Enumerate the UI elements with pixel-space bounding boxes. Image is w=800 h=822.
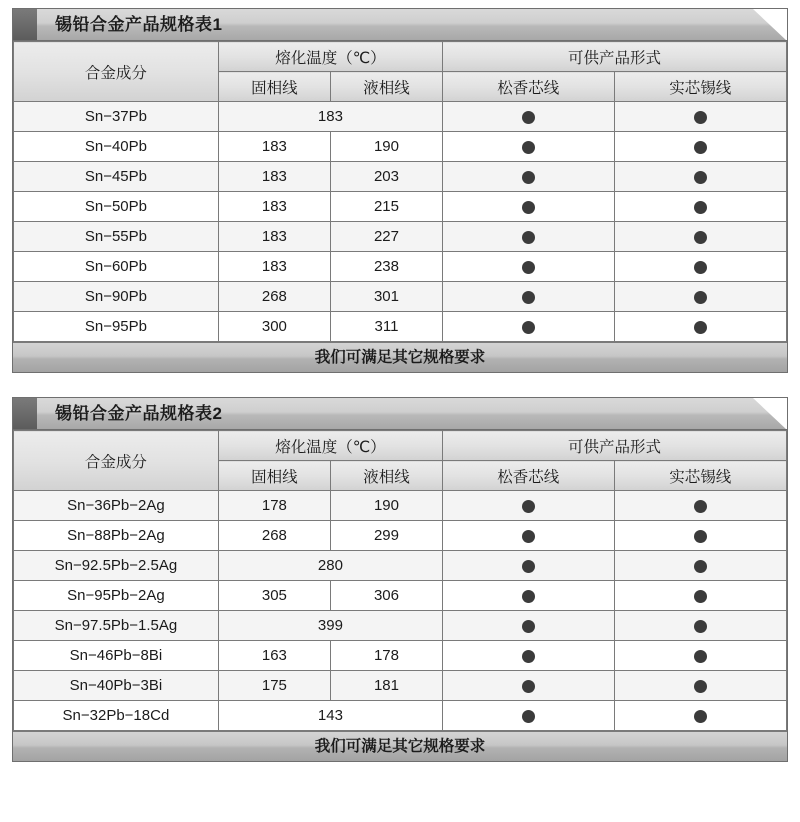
cell-solidus: 175 <box>218 671 330 701</box>
cell-liquidus: 238 <box>330 252 442 282</box>
cell-liquidus: 306 <box>330 581 442 611</box>
cell-liquidus: 181 <box>330 671 442 701</box>
table-row <box>14 162 787 192</box>
header-forms: 可供产品形式 <box>443 431 787 461</box>
cell-melting-temp: 143 <box>218 701 442 731</box>
cell-solid-available <box>614 222 786 252</box>
cell-solid-available <box>614 551 786 581</box>
table-1-footer: 我们可满足其它规格要求 <box>13 342 787 372</box>
table-row <box>14 282 787 312</box>
spec-table-2 <box>12 397 788 762</box>
cell-rosin-available <box>443 312 615 342</box>
table-1-header-row-1 <box>14 42 787 72</box>
table-row <box>14 102 787 132</box>
cell-rosin-available <box>443 701 615 731</box>
cell-solidus: 305 <box>218 581 330 611</box>
availability-dot-icon <box>694 560 707 573</box>
title-accent-tab <box>13 398 37 430</box>
cell-alloy: Sn−37Pb <box>14 102 219 132</box>
cell-rosin-available <box>443 132 615 162</box>
cell-rosin-available <box>443 222 615 252</box>
availability-dot-icon <box>694 291 707 304</box>
table-row <box>14 581 787 611</box>
table-row <box>14 521 787 551</box>
availability-dot-icon <box>522 590 535 603</box>
cell-alloy: Sn−46Pb−8Bi <box>14 641 219 671</box>
header-alloy: 合金成分 <box>14 42 219 102</box>
availability-dot-icon <box>522 710 535 723</box>
cell-alloy: Sn−32Pb−18Cd <box>14 701 219 731</box>
availability-dot-icon <box>694 261 707 274</box>
cell-alloy: Sn−40Pb <box>14 132 219 162</box>
cell-liquidus: 301 <box>330 282 442 312</box>
cell-rosin-available <box>443 611 615 641</box>
spec-table-1 <box>12 8 788 373</box>
cell-alloy: Sn−45Pb <box>14 162 219 192</box>
header-rosin: 松香芯线 <box>443 461 615 491</box>
availability-dot-icon <box>522 261 535 274</box>
cell-solid-available <box>614 192 786 222</box>
cell-rosin-available <box>443 252 615 282</box>
table-row <box>14 222 787 252</box>
cell-rosin-available <box>443 671 615 701</box>
cell-rosin-available <box>443 521 615 551</box>
availability-dot-icon <box>694 650 707 663</box>
availability-dot-icon <box>694 620 707 633</box>
cell-alloy: Sn−95Pb <box>14 312 219 342</box>
availability-dot-icon <box>694 500 707 513</box>
cell-solid-available <box>614 252 786 282</box>
cell-alloy: Sn−60Pb <box>14 252 219 282</box>
header-melting: 熔化温度（℃） <box>218 42 442 72</box>
cell-solid-available <box>614 521 786 551</box>
cell-alloy: Sn−88Pb−2Ag <box>14 521 219 551</box>
availability-dot-icon <box>522 530 535 543</box>
cell-rosin-available <box>443 192 615 222</box>
cell-solid-available <box>614 102 786 132</box>
cell-alloy: Sn−40Pb−3Bi <box>14 671 219 701</box>
availability-dot-icon <box>522 650 535 663</box>
header-rosin: 松香芯线 <box>443 72 615 102</box>
availability-dot-icon <box>522 141 535 154</box>
table-2-footer: 我们可满足其它规格要求 <box>13 731 787 761</box>
cell-solidus: 183 <box>218 132 330 162</box>
header-alloy: 合金成分 <box>14 431 219 491</box>
cell-solidus: 183 <box>218 252 330 282</box>
availability-dot-icon <box>522 111 535 124</box>
cell-solidus: 183 <box>218 222 330 252</box>
cell-liquidus: 203 <box>330 162 442 192</box>
table-row <box>14 701 787 731</box>
table-row <box>14 192 787 222</box>
table-row <box>14 312 787 342</box>
cell-solid-available <box>614 671 786 701</box>
cell-liquidus: 178 <box>330 641 442 671</box>
table-row <box>14 132 787 162</box>
availability-dot-icon <box>522 291 535 304</box>
availability-dot-icon <box>522 500 535 513</box>
header-liquidus: 液相线 <box>330 461 442 491</box>
table-row <box>14 252 787 282</box>
cell-solidus: 268 <box>218 282 330 312</box>
table-row <box>14 611 787 641</box>
table-row <box>14 671 787 701</box>
availability-dot-icon <box>694 530 707 543</box>
header-liquidus: 液相线 <box>330 72 442 102</box>
header-melting: 熔化温度（℃） <box>218 431 442 461</box>
cell-rosin-available <box>443 282 615 312</box>
cell-liquidus: 311 <box>330 312 442 342</box>
table-1-title-bar <box>13 9 787 41</box>
cell-alloy: Sn−50Pb <box>14 192 219 222</box>
cell-melting-temp: 399 <box>218 611 442 641</box>
cell-solidus: 268 <box>218 521 330 551</box>
header-solidus: 固相线 <box>218 461 330 491</box>
availability-dot-icon <box>694 710 707 723</box>
cell-liquidus: 190 <box>330 491 442 521</box>
table-1-grid <box>13 41 787 342</box>
cell-solidus: 178 <box>218 491 330 521</box>
availability-dot-icon <box>522 201 535 214</box>
availability-dot-icon <box>694 231 707 244</box>
table-2-title: 锡铅合金产品规格表2 <box>55 404 223 423</box>
availability-dot-icon <box>694 680 707 693</box>
cell-rosin-available <box>443 162 615 192</box>
title-corner-notch <box>753 9 787 41</box>
header-solid: 实芯锡线 <box>614 461 786 491</box>
table-row <box>14 491 787 521</box>
availability-dot-icon <box>694 111 707 124</box>
cell-alloy: Sn−55Pb <box>14 222 219 252</box>
availability-dot-icon <box>522 321 535 334</box>
cell-alloy: Sn−95Pb−2Ag <box>14 581 219 611</box>
table-2-header-row-1 <box>14 431 787 461</box>
cell-solid-available <box>614 641 786 671</box>
cell-alloy: Sn−36Pb−2Ag <box>14 491 219 521</box>
availability-dot-icon <box>694 201 707 214</box>
cell-rosin-available <box>443 551 615 581</box>
cell-liquidus: 215 <box>330 192 442 222</box>
availability-dot-icon <box>522 171 535 184</box>
cell-solid-available <box>614 162 786 192</box>
availability-dot-icon <box>522 680 535 693</box>
header-forms: 可供产品形式 <box>443 42 787 72</box>
cell-solid-available <box>614 312 786 342</box>
header-solidus: 固相线 <box>218 72 330 102</box>
cell-solid-available <box>614 611 786 641</box>
cell-liquidus: 227 <box>330 222 442 252</box>
cell-liquidus: 299 <box>330 521 442 551</box>
cell-liquidus: 190 <box>330 132 442 162</box>
availability-dot-icon <box>694 321 707 334</box>
cell-solid-available <box>614 282 786 312</box>
table-1-body <box>14 102 787 342</box>
cell-rosin-available <box>443 102 615 132</box>
availability-dot-icon <box>694 171 707 184</box>
cell-solid-available <box>614 581 786 611</box>
cell-solidus: 183 <box>218 192 330 222</box>
cell-solid-available <box>614 491 786 521</box>
cell-alloy: Sn−90Pb <box>14 282 219 312</box>
availability-dot-icon <box>694 590 707 603</box>
title-accent-tab <box>13 9 37 41</box>
header-solid: 实芯锡线 <box>614 72 786 102</box>
cell-alloy: Sn−97.5Pb−1.5Ag <box>14 611 219 641</box>
table-2-title-bar <box>13 398 787 430</box>
cell-alloy: Sn−92.5Pb−2.5Ag <box>14 551 219 581</box>
availability-dot-icon <box>522 231 535 244</box>
availability-dot-icon <box>694 141 707 154</box>
cell-solid-available <box>614 132 786 162</box>
cell-solid-available <box>614 701 786 731</box>
table-row <box>14 641 787 671</box>
availability-dot-icon <box>522 560 535 573</box>
table-2-body <box>14 491 787 731</box>
cell-solidus: 183 <box>218 162 330 192</box>
cell-rosin-available <box>443 641 615 671</box>
cell-melting-temp: 183 <box>218 102 442 132</box>
cell-melting-temp: 280 <box>218 551 442 581</box>
table-row <box>14 551 787 581</box>
table-1-title: 锡铅合金产品规格表1 <box>55 15 223 34</box>
table-2-grid <box>13 430 787 731</box>
cell-solidus: 300 <box>218 312 330 342</box>
title-corner-notch <box>753 398 787 430</box>
cell-rosin-available <box>443 581 615 611</box>
availability-dot-icon <box>522 620 535 633</box>
cell-solidus: 163 <box>218 641 330 671</box>
cell-rosin-available <box>443 491 615 521</box>
